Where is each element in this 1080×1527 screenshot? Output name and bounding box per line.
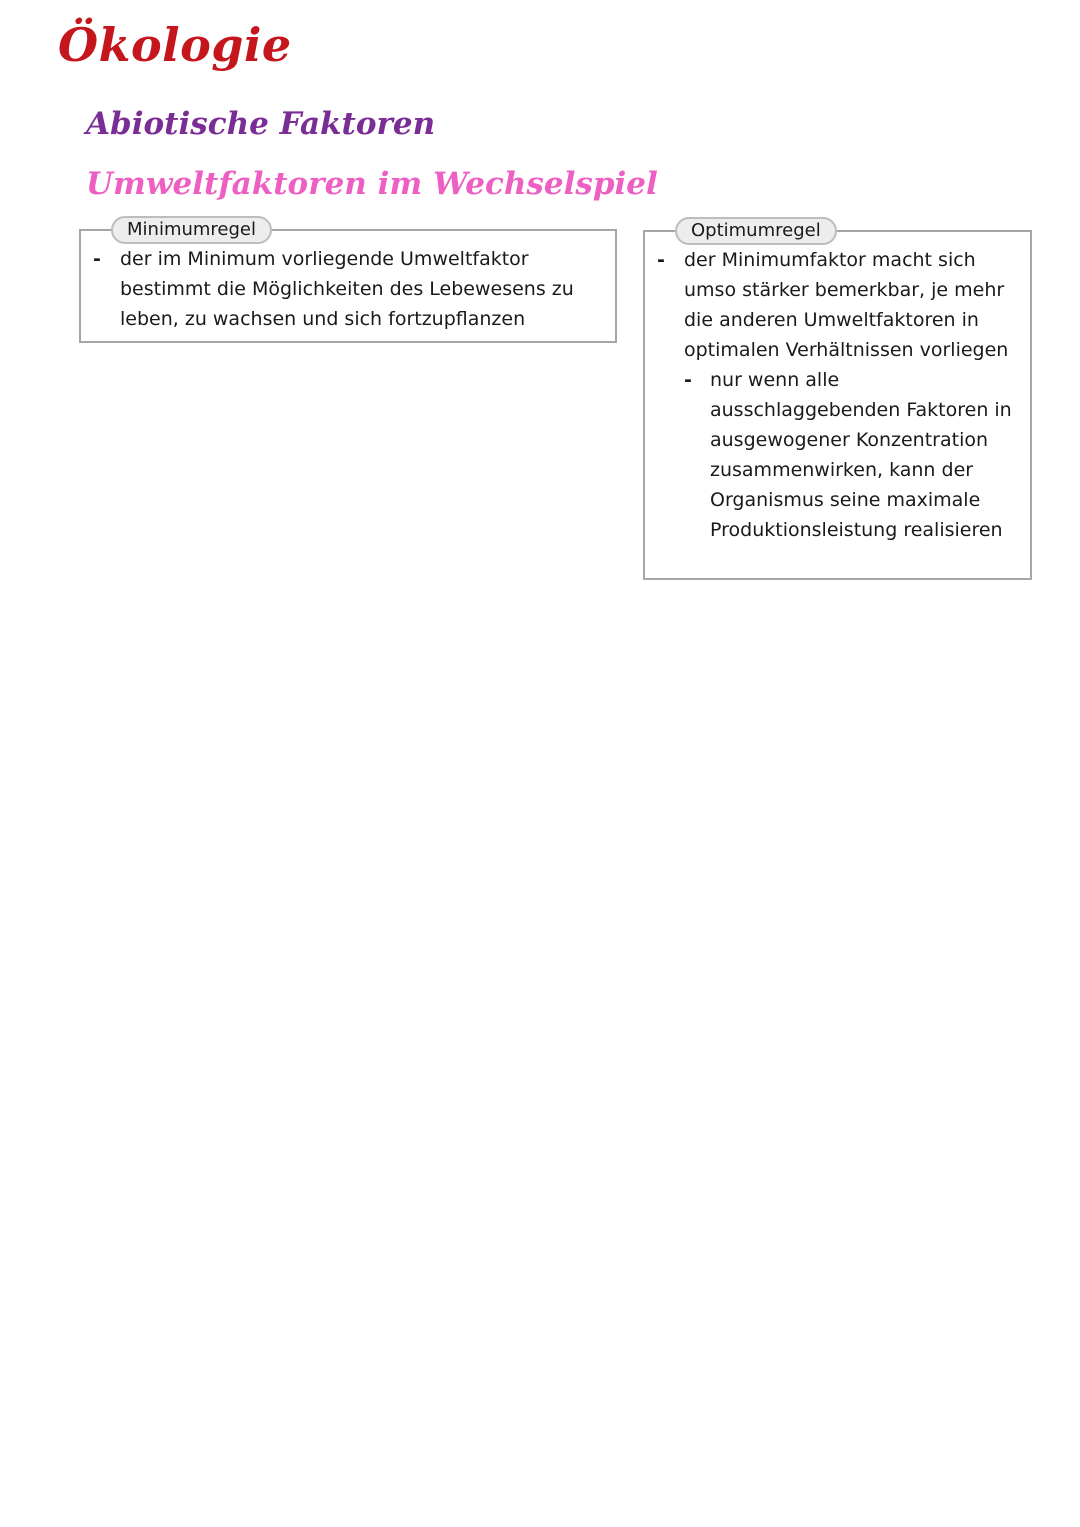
- optimumregel-subtext: nur wenn alle ausschlaggebenden Faktoren in ausgewogener Konzentration zusammenwirken, kann der Organismus seine maximale Produktionsleistung realisieren: [710, 369, 1012, 541]
- minimumregel-item: [93, 244, 605, 334]
- minimumregel-text: der im Minimum vorliegende Umweltfaktor bestimmt die Möglichkeiten des Lebewesens zu leben, zu wachsen und sich fortzupflanzen: [120, 248, 574, 330]
- subtitle-heading: Abiotische Faktoren: [86, 106, 436, 142]
- minimumregel-label: Minimumregel: [111, 216, 272, 244]
- optimumregel-item: [657, 245, 1020, 365]
- page-title: Ökologie: [58, 18, 292, 72]
- sub-bullet-dash: -: [684, 369, 692, 391]
- optimumregel-subitem: [684, 365, 1020, 545]
- optimumregel-box: [643, 220, 1032, 580]
- bullet-dash: -: [657, 249, 665, 271]
- optimumregel-label: Optimumregel: [675, 217, 837, 245]
- section-heading: Umweltfaktoren im Wechselspiel: [86, 166, 658, 202]
- optimumregel-text: der Minimumfaktor macht sich umso stärker bemerkbar, je mehr die anderen Umweltfaktoren in optimalen Verhältnissen vorliegen: [684, 249, 1009, 361]
- bullet-dash: -: [93, 248, 101, 270]
- minimumregel-box: [79, 219, 617, 343]
